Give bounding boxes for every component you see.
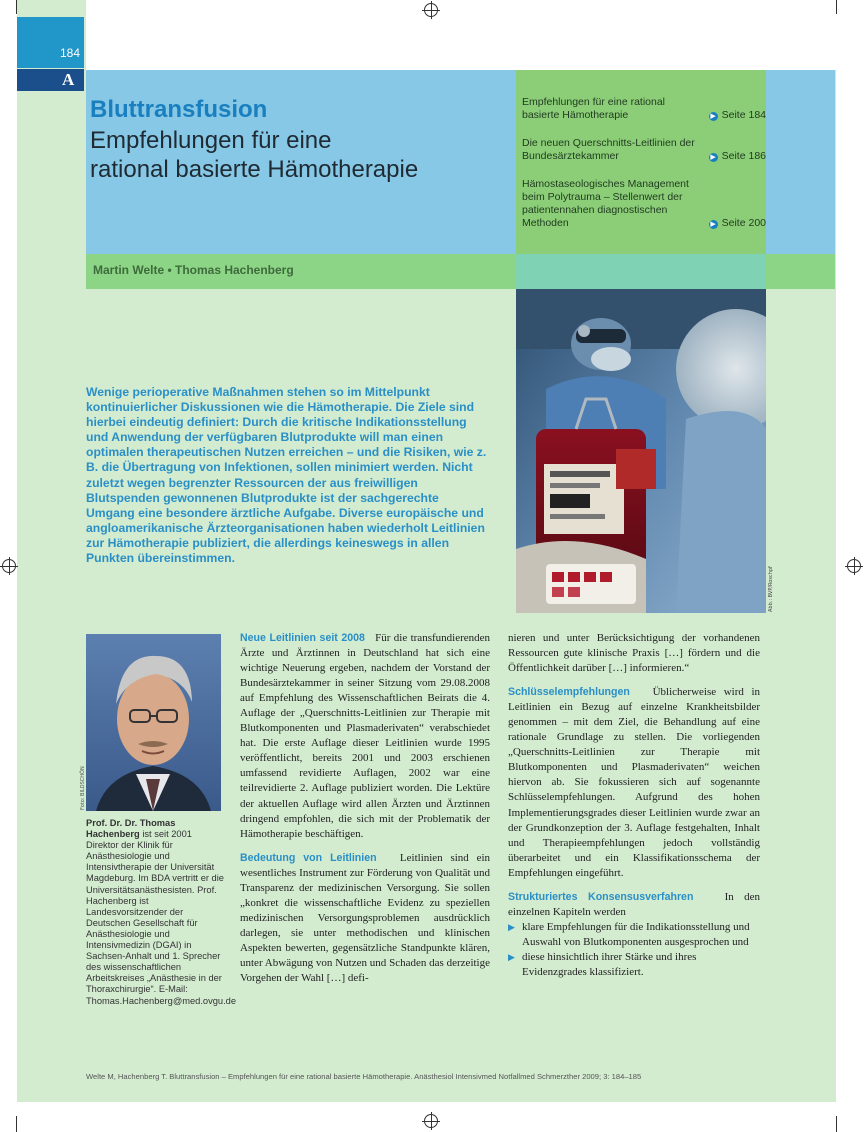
page-subtitle	[90, 126, 510, 184]
author-portrait-illustration	[86, 634, 221, 811]
bullet-text: diese hinsichtlich ihrer Stärke und ihres Evidenzgrades klassifiziert.	[522, 950, 697, 978]
body-paragraph	[508, 685, 760, 881]
section-heading: Schlüsselempfehlungen	[508, 686, 630, 699]
bullet-triangle-icon: ▶	[508, 921, 515, 932]
body-column-2	[508, 631, 760, 980]
author-bar-mid	[516, 254, 766, 289]
author-bio	[86, 818, 237, 1007]
toc-item-page	[709, 217, 766, 230]
toc-page-label: Seite 200	[721, 217, 766, 229]
title-banner-right	[766, 70, 835, 254]
page-title: Bluttransfusion	[90, 96, 268, 123]
arrow-right-icon: ▶	[710, 221, 716, 228]
toc-item-page	[709, 150, 766, 163]
surgery-photo-illustration	[516, 289, 766, 613]
registration-mark-icon	[424, 1114, 438, 1128]
toc-page-label: Seite 184	[721, 109, 766, 121]
toc-item-page	[709, 109, 766, 122]
section-heading: Strukturiertes Konsensusverfahren	[508, 890, 694, 903]
body-paragraph	[508, 890, 760, 920]
surgery-photo	[516, 289, 766, 613]
paragraph-text: Für die transfundierenden Ärzte und Ärztinnen in Deutschland hat sich eine wichtige Neuerung ergeben, nachdem der Vorstand der Bundesärztekammer in seiner Sitzung vom 29.08.2008 auf Empfehlung des Wissenschaftlichen Beirats die 4. Auflage der „Querschnitts-Leitlinien zur Therapie mit Blutkomponenten und Plasmaderivaten“ verabschiedet hat. Die erste Auflage dieser Leitlinien wurde 1995 veröffentlicht, bereits 2001 und 2003 erschienen umfassend revidierte Auflagen, 2002 war eine teilrevidierte 2. Auflage publiziert worden. Die Lektüre der aktuellen Auflage wird allen Ärzten und Ärztinnen dringend empfohlen, die sich mit der Problematik der Hämotherapie beschäftigen.	[240, 632, 491, 840]
lead-paragraph: Wenige perioperative Maßnahmen stehen so im Mittelpunkt kontinuierlicher Diskussionen wie die Hämotherapie. Die Ziele sind hierbei eindeutig definiert: Durch die kritische Indikationsstellung und Anwendung der verfügbaren Blutprodukte will man einen optimalen therapeutischen Nutzen erreichen – und die Risiken, wie z. B. die Übertragung von Infektionen, sollen minimiert werden. Nicht zuletzt wegen begrenzter Ressourcen der aus freiwilligen Blutspenden gewonnenen Blutprodukte ist der sachgerechte Umgang eine besondere ärztliche Aufgabe. Diverse europäische und angloamerikanische Ärzteorganisationen haben wiederholt Leitlinien zur Hämotherapie publiziert, die allerdings keineswegs in allen Punkten übereinstimmen.	[86, 385, 487, 566]
toc-page-label: Seite 186	[721, 150, 766, 162]
body-column-1	[240, 631, 490, 995]
body-paragraph: nieren und unter Berücksichtigung der vorhandenen Ressourcen gute klinische Praxis […] fördern und die Öffentlichkeit darüber […] informieren.“	[508, 632, 760, 675]
registration-mark-icon	[847, 559, 861, 573]
registration-mark-icon	[424, 3, 438, 17]
crop-mark	[16, 0, 17, 14]
toc-item[interactable]	[522, 96, 766, 122]
body-paragraph	[240, 851, 490, 986]
paragraph-text: Leitlinien sind ein wesentliches Instrument zur Förderung von Qualität und Transparenz der medizinischen Versorgung. Sie sollen „konkret die wissenschaftliche Evidenz zu speziellen medizinischen Versorgungsproblemen ausdrücklich darlegen, sie unter methodischen und klinischen Aspekten bewerten, gegensätzliche Standpunkte klären, unter Abwägung von Nutzen und Schaden das derzeitige Vorgehen der Wahl […] defi-	[240, 851, 491, 985]
toc-item[interactable]	[522, 178, 766, 230]
toc-item-text: Hämostaseologisches Management beim Polytrauma – Stellenwert der patientennahen diagnostischen Methoden	[522, 178, 689, 229]
bottom-margin	[17, 1102, 864, 1132]
toc-item-text: Empfehlungen für eine rational basierte Hämotherapie	[522, 96, 666, 121]
page-number: 184	[59, 46, 80, 60]
paragraph-text: Üblicherweise wird in Leitlinien ein Bezug auf einzelne Krankheitsbilder genommen – mit dem Ziel, die Behandlung auf eine rationale Grundlage zu stellen. Die vorliegenden „Querschnitts-Leitlinien zur Therapie mit Blutkomponenten und Plasmaderivaten“ weichen hiervon ab. Sie fokussieren sich auf sogenannte Schlüsselempfehlungen. Aufgrund des hohen Implementierungsgrades dieser Leitlinien wurde zwar an der Grundkonzeption der 3. Auflage festgehalten, Inhalt und Therapieempfehlungen jedoch vollständig überarbeitet und ein Klassifikationsschema der Empfehlungen eingeführt.	[508, 686, 760, 879]
bullet-text: klare Empfehlungen für die Indikationsstellung und Auswahl von Blutkomponenten ausgesprochen und	[522, 920, 750, 948]
crop-mark	[836, 0, 837, 14]
authors: Martin Welte • Thomas Hachenberg	[93, 263, 294, 277]
arrow-right-icon: ▶	[710, 154, 716, 161]
body-paragraph	[240, 631, 490, 842]
arrow-right-icon: ▶	[710, 113, 716, 120]
toc-item[interactable]	[522, 137, 766, 163]
page-number-tab	[17, 17, 84, 68]
section-heading: Bedeutung von Leitlinien	[240, 851, 377, 864]
author-portrait	[86, 634, 221, 811]
bullet-item	[508, 920, 760, 950]
subtitle-line-1: Empfehlungen für eine	[90, 127, 332, 154]
toc-item-text: Die neuen Querschnitts-Leitlinien der Bundesärztekammer	[522, 137, 695, 162]
top-margin	[86, 0, 864, 70]
subtitle-line-2: rational basierte Hämotherapie	[90, 156, 419, 183]
bullet-item	[508, 950, 760, 980]
author-bio-text: ist seit 2001 Direktor der Klinik für Anästhesiologie und Intensivtherapie der Universität Magdeburg. Im BDA vertritt er die Universitätsanästhesisten. Prof. Hachenberg ist Landesvorsitzender der Deutschen Gesellschaft für Anästhesiologie und Intensivmedizin (DGAI) in Sachsen-Anhalt und 1. Sprecher des wissenschaftlichen Arbeitskreises „Anästhesie in der Thoraxchirurgie“. E-Mail: Thomas.Hachenberg@med.ovgu.de	[86, 829, 237, 1006]
section-heading: Neue Leitlinien seit 2008	[240, 632, 365, 644]
author-bio-name: Prof. Dr. Dr. Thomas Hachenberg	[86, 818, 176, 840]
crop-mark	[16, 1116, 17, 1132]
bullet-triangle-icon: ▶	[508, 951, 515, 962]
section-letter: A	[62, 70, 75, 89]
photo-credit: Abb.: BVP/Roschpf	[768, 566, 774, 612]
crop-mark	[836, 1116, 837, 1132]
portrait-credit: Foto: BILDSCHÖN	[80, 766, 86, 810]
registration-mark-icon	[2, 559, 16, 573]
citation-footer: Welte M, Hachenberg T. Bluttransfusion – Empfehlungen für eine rational basierte Hämotherapie. Anästhesiol Intensivmed Notfallmed Schmerzther 2009; 3: 184–185	[86, 1072, 642, 1081]
author-bar-right	[766, 254, 835, 289]
paragraph-text: In den einzelnen Kapiteln werden	[508, 890, 761, 918]
